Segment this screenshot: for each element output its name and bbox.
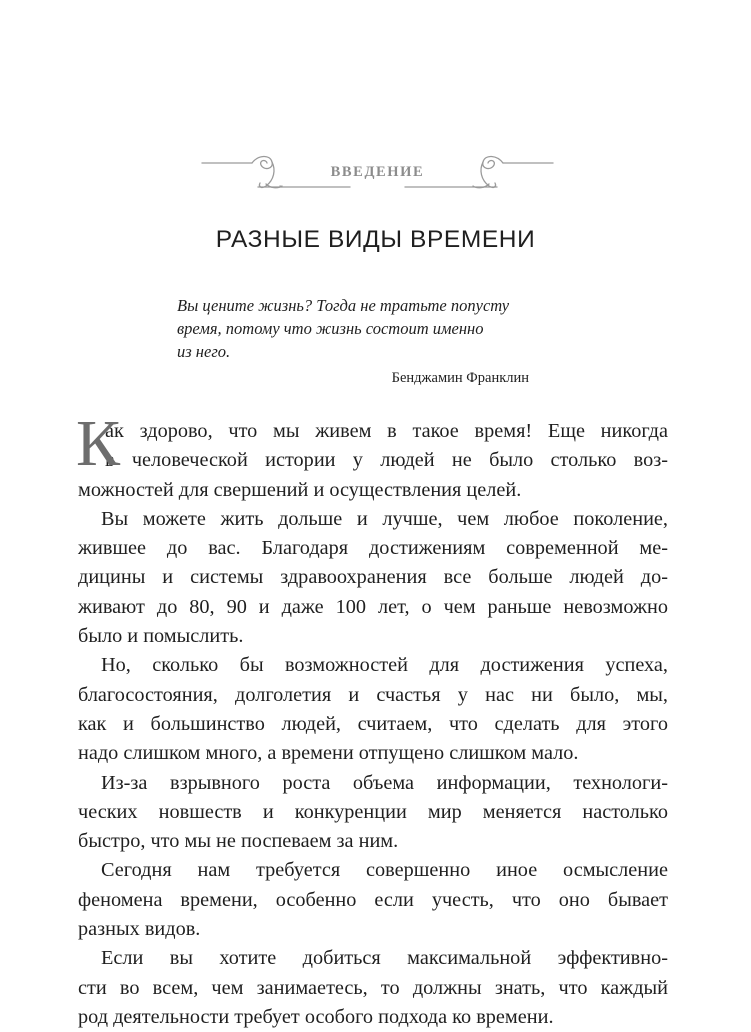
drop-cap: К (76, 407, 121, 480)
epigraph-author: Бенджамин Франклин (391, 370, 529, 386)
text-line: Вы можете жить дольше и лучше, чем любое поколение, (101, 507, 668, 530)
text-line: ческих новшеств и конкуренции мир меняется настолько (78, 800, 668, 823)
text-line: дицины и системы здравоохранения все больше людей до- (78, 566, 668, 589)
text-line: живают до 80, 90 и даже 100 лет, о чем раньше невозможно (78, 595, 668, 618)
text-line: Сегодня нам требуется совершенно иное осмысление (101, 859, 668, 882)
text-line: Но, сколько бы возможностей для достижения успеха, (101, 654, 668, 677)
epigraph-line: время, потому что жизнь состоит именно (177, 319, 484, 338)
text-line: феномена времени, особенно если учесть, что оно бывает (78, 888, 668, 911)
text-line: разных видов. (78, 918, 201, 941)
epigraph (177, 294, 557, 363)
text-line: в человеческой истории у людей не было столько воз- (105, 449, 668, 472)
text-line: надо слишком много, а времени отпущено слишком мало. (78, 742, 579, 765)
section-banner (200, 150, 555, 195)
text-line: ак здорово, что мы живем в такое время! Еще никогда (105, 420, 668, 442)
epigraph-line: Вы цените жизнь? Тогда не тратьте попусту (177, 296, 510, 315)
text-line: жившее до вас. Благодаря достижениям современной ме- (78, 537, 668, 560)
text-line: было и помыслить. (78, 625, 244, 648)
text-line: Если вы хотите добиться максимальной эффективно- (101, 947, 668, 970)
chapter-title: РАЗНЫЕ ВИДЫ ВРЕМЕНИ (215, 226, 536, 253)
text-line: сти во всем, чем занимаетесь, то должны знать, что каждый (78, 976, 668, 999)
text-line: благосостояния, долголетия и счастья у нас ни было, мы, (78, 683, 668, 706)
body-text (76, 407, 668, 1032)
epigraph-line: из него. (177, 342, 231, 361)
section-label: ВВЕДЕНИЕ (330, 164, 425, 180)
text-line: можностей для свершений и осуществления целей. (78, 478, 522, 501)
text-line: Из-за взрывного роста объема информации, технологи- (101, 771, 668, 794)
text-line: быстро, что мы не поспеваем за ним. (78, 830, 399, 853)
text-line: как и большинство людей, считаем, что сделать для этого (78, 712, 668, 735)
text-line: род деятельности требует особого подхода ко времени. (78, 1005, 554, 1028)
